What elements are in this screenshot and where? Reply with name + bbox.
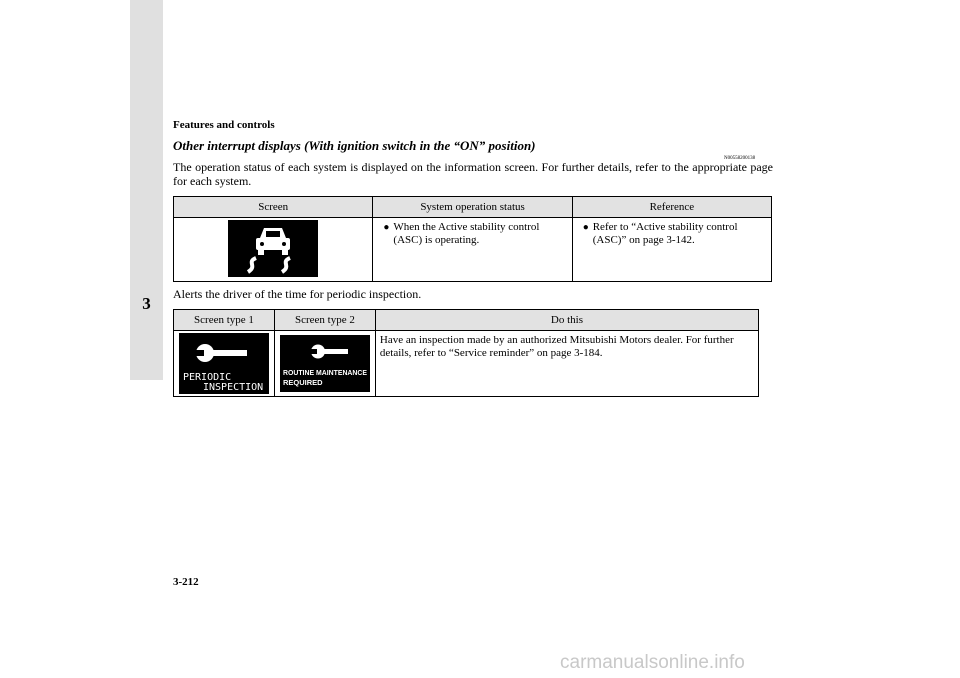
intro-paragraph: The operation status of each system is displayed on the information screen. For further details, refer to the appropriate page for each system. (173, 160, 773, 188)
screen-type-2-cell (274, 331, 375, 397)
header-status: System operation status (373, 197, 572, 218)
status-line-2: (ASC) is operating. (393, 234, 480, 246)
screen-cell (174, 218, 373, 282)
section-header: Features and controls (173, 119, 275, 131)
skidding-car-icon (228, 220, 318, 277)
system-status-table (173, 196, 772, 282)
routine-line-1: ROUTINE MAINTENANCE (282, 368, 367, 377)
reference-line-2: (ASC)” on page 3-142. (592, 234, 695, 246)
chapter-tab (130, 0, 163, 380)
asc-display (228, 220, 318, 277)
header-reference: Reference (572, 197, 771, 218)
periodic-inspection-table (173, 309, 759, 397)
bullet-icon: ● (582, 222, 589, 233)
reference-line-1: Refer to “Active stability control (592, 221, 738, 233)
wrench-icon (194, 344, 247, 362)
chapter-number: 3 (142, 294, 151, 313)
routine-maintenance-display (280, 335, 370, 392)
screen-type-1-cell (174, 331, 275, 397)
document-code: N00558200138 (724, 156, 756, 161)
do-this-text: Have an inspection made by an authorized Mitsubishi Motors dealer. For further details, refer to “Service reminder” on page 3-184. (379, 334, 734, 359)
do-this-cell (375, 331, 758, 397)
status-line-1: When the Active stability control (393, 221, 540, 233)
status-cell (373, 218, 572, 282)
periodic-line-1: PERIODIC (183, 372, 232, 383)
periodic-line-2: INSPECTION (203, 382, 264, 393)
watermark: carmanualsonline.info (560, 652, 745, 673)
wrench-icon (309, 345, 348, 359)
alerts-paragraph: Alerts the driver of the time for periodic inspection. (173, 287, 422, 301)
page-number: 3-212 (173, 576, 199, 588)
header-screen-type-2: Screen type 2 (274, 310, 375, 331)
header-screen-type-1: Screen type 1 (174, 310, 275, 331)
header-do-this: Do this (375, 310, 758, 331)
page-title: Other interrupt displays (With ignition switch in the “ON” position) (173, 138, 536, 153)
reference-cell (572, 218, 771, 282)
bullet-icon: ● (383, 222, 390, 233)
periodic-inspection-display (179, 333, 269, 394)
header-screen: Screen (174, 197, 373, 218)
routine-line-2: REQUIRED (282, 378, 323, 387)
